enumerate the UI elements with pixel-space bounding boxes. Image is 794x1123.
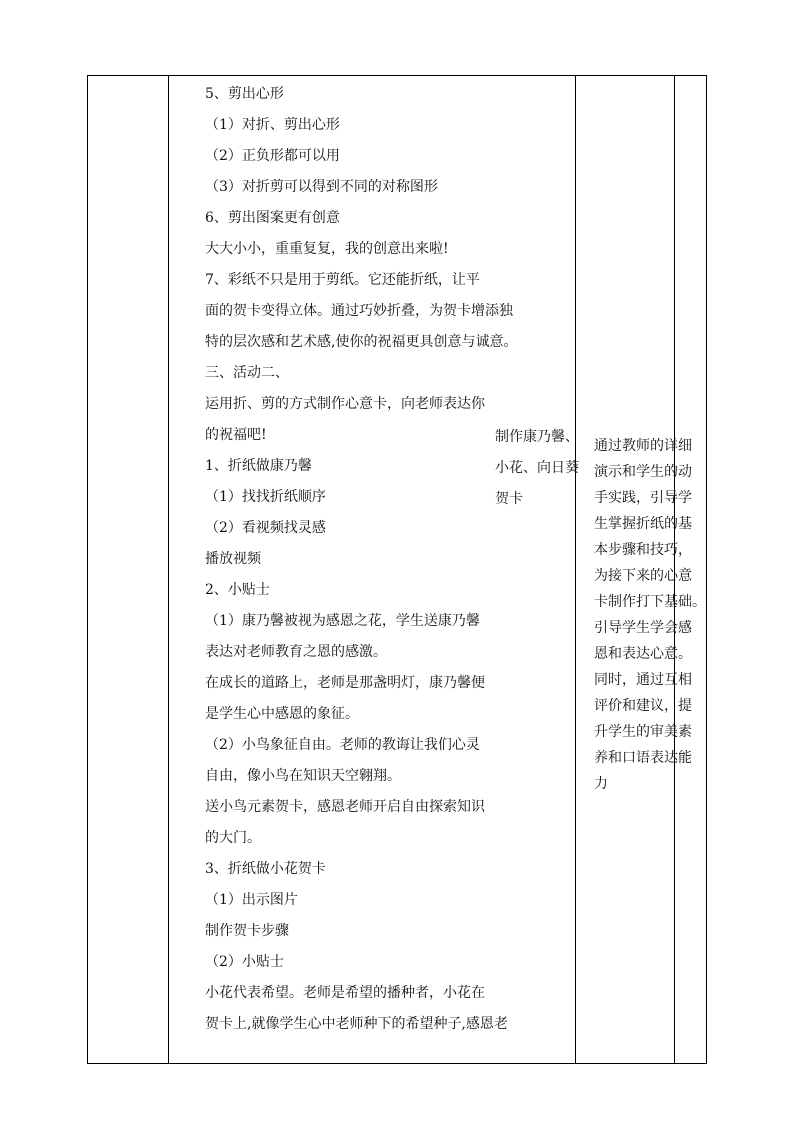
text-line: 升学生的审美素: [594, 724, 692, 740]
text-line: 贺卡: [495, 491, 523, 507]
text-line: 特的层次感和艺术感,使你的祝福更具创意与诚意。: [205, 334, 518, 350]
text-line: 制作康乃馨、: [495, 429, 579, 445]
text-line: 恩和表达心意。: [594, 646, 692, 662]
text-line: 小花代表希望。老师是希望的播种者，小花在: [205, 985, 485, 1001]
text-line: 为接下来的心意: [594, 568, 692, 584]
text-line: （1）对折、剪出心形: [205, 117, 340, 133]
text-line: 播放视频: [205, 551, 261, 567]
text-line: 通过教师的详细: [594, 438, 692, 454]
text-line: 本步骤和技巧，: [594, 542, 692, 558]
text-line: 的大门。: [205, 830, 261, 846]
text-line: 1、折纸做康乃馨: [205, 458, 312, 474]
text-line: 6、剪出图案更有创意: [205, 210, 340, 226]
text-line: （1）出示图片: [205, 892, 298, 908]
table-column-1: [87, 76, 169, 1063]
text-line: 表达对老师教育之恩的感激。: [205, 644, 387, 660]
text-line: （2）小贴士: [205, 954, 284, 970]
text-line: 在成长的道路上，老师是那盏明灯，康乃馨便: [205, 675, 485, 691]
text-line: 贺卡上,就像学生心中老师种下的希望种子,感恩老: [205, 1016, 508, 1032]
text-line: 运用折、剪的方式制作心意卡，向老师表达你: [205, 396, 485, 412]
text-line: （2）正负形都可以用: [205, 148, 340, 164]
text-line: （2）小鸟象征自由。老师的教诲让我们心灵: [205, 737, 480, 753]
text-line: 制作贺卡步骤: [205, 923, 289, 939]
text-line: 力: [594, 776, 608, 792]
text-line: 5、剪出心形: [205, 86, 284, 102]
text-line: （2）看视频找灵感: [205, 520, 326, 536]
text-line: （3）对折剪可以得到不同的对称图形: [205, 179, 438, 195]
text-line: 是学生心中感恩的象征。: [205, 706, 359, 722]
text-line: 自由，像小鸟在知识天空翱翔。: [205, 768, 401, 784]
text-line: 评价和建议，提: [594, 698, 692, 714]
text-line: 引导学生学会感: [594, 620, 692, 636]
text-line: 面的贺卡变得立体。通过巧妙折叠，为贺卡增添独: [205, 303, 513, 319]
text-line: 的祝福吧!: [205, 427, 267, 443]
text-line: 2、小贴士: [205, 582, 270, 598]
text-line: 生掌握折纸的基: [594, 516, 692, 532]
text-line: 同时，通过互相: [594, 672, 692, 688]
text-line: 手实践，引导学: [594, 490, 692, 506]
text-line: 演示和学生的动: [594, 464, 692, 480]
text-line: 大大小小，重重复复，我的创意出来啦!: [205, 241, 449, 257]
text-line: （1）康乃馨被视为感恩之花，学生送康乃馨: [205, 613, 480, 629]
text-line: 小花、向日葵: [495, 460, 579, 476]
text-line: （1）找找折纸顺序: [205, 489, 326, 505]
text-line: 3、折纸做小花贺卡: [205, 861, 326, 877]
text-line: 卡制作打下基础。: [594, 594, 706, 610]
text-line: 7、彩纸不只是用于剪纸。它还能折纸，让平: [205, 272, 480, 288]
text-line: 养和口语表达能: [594, 750, 692, 766]
text-line: 三、活动二、: [205, 365, 289, 381]
text-line: 送小鸟元素贺卡，感恩老师开启自由探索知识: [205, 799, 485, 815]
